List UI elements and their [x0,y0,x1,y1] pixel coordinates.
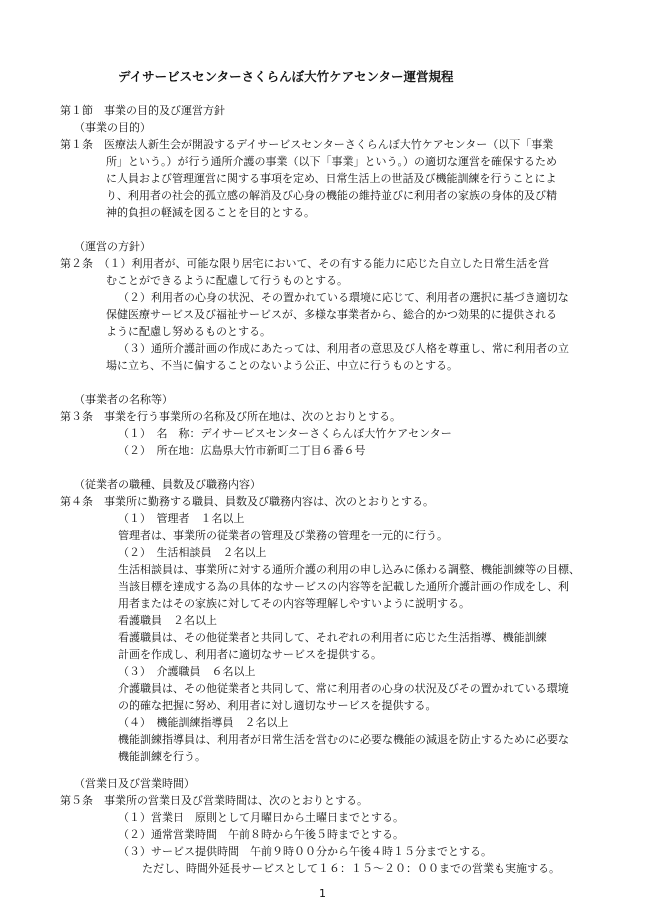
article-4-line: （２） 生活相談員 ２名以上 [118,546,267,559]
article-4-line: 看護職員 ２名以上 [118,614,217,627]
article-1-line: 所」という。）が行う通所介護の事業（以下「事業」という。）の適切な運営を確保するため [106,155,557,168]
article-caption: （事業の目的） [74,121,151,134]
article-2-line: むことができるように配慮して行うものとする。 [106,274,348,287]
article-caption: （営業日及び営業時間） [74,777,195,790]
article-1-line: 第１条 医療法人新生会が開設するデイサービスセンターさくらんぼ大竹ケアセンター（以下「事業 [60,138,554,151]
article-4-line: 看護職員は、その他従業者と共同して、それぞれの利用者に応じた生活指導、機能訓練 [118,631,547,644]
article-4-line: 用者またはその家族に対してその内容等理解しやすいように説明する。 [118,597,470,610]
article-2-line: 場に立ち、不当に偏することのないよう公正、中立に行うものとする。 [106,359,458,372]
article-4-line: 第４条 事業所に勤務する職員、員数及び職務内容は、次のとおりとする。 [60,495,434,508]
article-2-line: （３）通所介護計画の作成にあたっては、利用者の意思及び人格を尊重し、常に利用者の立 [118,342,569,355]
article-caption: （従業者の職種、員数及び職務内容） [74,478,261,491]
article-4-line: 介護職員は、その他従業者と共同して、常に利用者の心身の状況及びその置かれている環境 [118,682,569,695]
article-5-line: （２）通常営業時間 午前８時から午後５時までとする。 [118,828,404,841]
article-4-line: 機能訓練を行う。 [118,750,206,763]
article-5-line: 第５条 事業所の営業日及び営業時間は、次のとおりとする。 [60,794,368,807]
article-3-line: （２） 所在地：広島県大竹市新町二丁目６番６号 [118,444,366,457]
section-heading: 第１節 事業の目的及び運営方針 [60,104,225,117]
article-2-line: 保健医療サービス及び福祉サービスが、多様な事業者から、総合的かつ効果的に提供される [106,308,557,321]
article-3-line: 第３条 事業を行う事業所の名称及び所在地は、次のとおりとする。 [60,410,401,423]
article-caption: （運営の方針） [74,240,151,253]
article-4-line: （４） 機能訓練指導員 ２名以上 [118,716,289,729]
article-2-line: ように配慮し努めるものとする。 [106,325,271,338]
article-2-line: （２）利用者の心身の状況、その置かれている環境に応じて、利用者の選択に基づき適切な [118,291,569,304]
article-3-line: （１） 名 称：デイサービスセンターさくらんぼ大竹ケアセンター [118,427,452,440]
article-4-line: 当該目標を達成する為の具体的なサービスの内容等を記載した通所介護計画の作成をし、利 [118,580,569,593]
article-4-line: 計画を作成し、利用者に適切なサービスを提供する。 [118,648,382,661]
article-4-line: （１） 管理者 １名以上 [118,512,245,525]
article-4-line: 生活相談員は、事業所に対する通所介護の利用の申し込みに係わる調整、機能訓練等の目標、 [118,563,580,576]
article-1-line: 神的負担の軽減を図ることを目的とする。 [106,206,315,219]
page-number: 1 [319,887,326,900]
article-2-line: 第２条 （１）利用者が、可能な限り居宅において、その有する能力に応じた自立した日常生活を営 [60,257,550,270]
article-4-line: の的確な把握に努め、利用者に対し適切なサービスを提供する。 [118,699,437,712]
article-5-line: （１）営業日 原則として月曜日から土曜日までとする。 [118,811,404,824]
article-4-line: （３） 介護職員 ６名以上 [118,665,256,678]
article-5-line: ただし、時間外延長サービスとして１６：１５～２０：００までの営業も実施する。 [142,862,560,875]
article-caption: （事業者の名称等） [74,393,173,406]
document-title: デイサービスセンターさくらんぼ大竹ケアセンター運営規程 [118,69,454,84]
article-5-line: （３）サービス提供時間 午前９時００分から午後４時１５分までとする。 [118,845,492,858]
article-4-line: 機能訓練指導員は、利用者が日常生活を営むのに必要な機能の減退を防止するために必要な [118,733,569,746]
article-1-line: り、利用者の社会的孤立感の解消及び心身の機能の維持並びに利用者の家族の身体的及び精 [106,189,557,202]
article-4-line: 管理者は、事業所の従業者の管理及び業務の管理を一元的に行う。 [118,529,448,542]
article-1-line: に人員および管理運営に関する事項を定め、日常生活上の世話及び機能訓練を行うことによ [106,172,557,185]
